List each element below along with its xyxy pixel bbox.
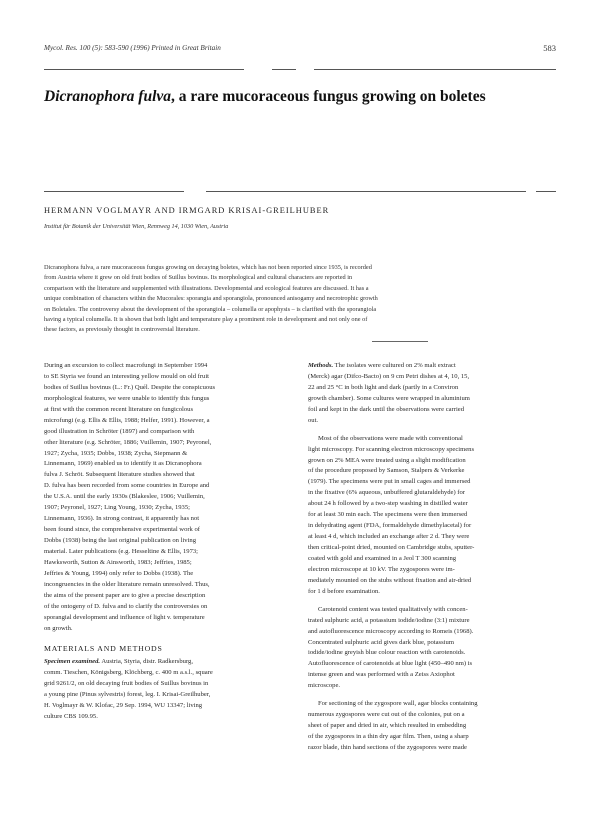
body-text-line: 1927; Zycha, 1935; Dobbs, 1938; Zycha, Siepmann &	[44, 449, 188, 457]
abstract-line: these factors, as previously thought in controversial literature.	[44, 326, 200, 334]
body-text-line: in the fixative (6% aqueous, unbuffered glutaraldehyde) for	[308, 489, 465, 497]
body-text-line: For sectioning of the zygospore wall, agar blocks containing	[318, 700, 478, 708]
authors: HERMANN VOGLMAYR AND IRMGARD KRISAI-GREILHUBER	[44, 206, 330, 215]
body-text-line: then critical-point dried, mounted on Cambridge stubs, sputter-	[308, 544, 475, 551]
body-text-line: microscope.	[308, 682, 341, 690]
body-text-line: and autofluorescence microscopy according to Romeis (1968).	[308, 627, 474, 635]
body-text-line: of the procedure proposed by Samson, Stalpers & Verkerke	[308, 467, 465, 475]
body-text-line: for at least 30 min each. The specimens were then immersed	[308, 511, 468, 519]
body-text-line: been found since, the comprehensive experimental work of	[44, 526, 200, 534]
body-text-line: microfungi (e.g. Ellis & Ellis, 1988; Helfer, 1991). However, a	[44, 416, 210, 424]
affiliation: Institut für Botanik der Universität Wien, Rennweg 14, 1030 Wien, Austria	[44, 223, 229, 230]
abstract-line: Dicranophora fulva, a rare mucoraceous fungus growing on decaying boletes, which has not been reported since 1935, is recorded	[44, 264, 372, 271]
paragraph-gap	[308, 598, 558, 605]
body-text-line: numerous zygospores were cut out of the colonies, put on a	[308, 711, 465, 719]
body-text-line: D. fulva has been recorded from some countries in Europe and	[44, 482, 210, 490]
body-text-line: H. Voglmayr & W. Klofac, 29 Sep. 1994, WU 13347; living	[44, 702, 203, 710]
body-text-line: 22 and 25 °C in both light and dark (partly in a Conviron	[308, 383, 459, 391]
body-text-line: to SE Styria we found an interesting yellow mould on old fruit	[44, 372, 210, 380]
body-text-line	[308, 361, 558, 372]
body-text-line: Linnemann, 1969) enabled us to identify it as Dicranophora	[44, 460, 202, 468]
body-text-line: at least 4 d, which included an exchange after 2 d. They were	[308, 533, 470, 541]
body-text-line: at first with the common recent literature on fungicolous	[44, 405, 194, 413]
abstract-line: from Austria where it grew on old fruit bodies of Suillus bovinus. Its morphological and cultural characters are reported in	[44, 274, 353, 282]
body-text-line: grid 9261/2, on old decaying fruit bodies of Suillus bovinus in	[44, 680, 209, 688]
body-text-line: Concentrated sulphuric acid gives dark blue, potassium	[308, 638, 454, 646]
abstract-line: comparison with the literature and supplemented with illustrations. Developmental and ecological features are discussed. It has a	[44, 284, 369, 292]
body-text-line: morphological features, we were unable to identify this fungus	[44, 394, 210, 402]
body-text-line: sporangial development and influence of light v. temperature	[44, 613, 205, 621]
header-rule	[314, 69, 556, 70]
abstract-line: unique combination of characters within the Mucorales: sporangia and sporangiola, pronounced anisogamy and necrotrophic growth	[44, 295, 378, 303]
abstract-line: having a typical columella. It is shown that both light and temperature play a prominent role in development and not only one of	[44, 315, 368, 323]
body-text-line: electron microscope at 10 kV. The zygospores were im-	[308, 565, 455, 573]
paragraph-gap	[308, 692, 558, 699]
body-text-line: (Merck) agar (Difco-Bacto) on 9 cm Petri dishes at 4, 10, 15,	[308, 372, 470, 380]
body-text-line: Dobbs (1938) being the last original publication on living	[44, 537, 197, 544]
abstract	[44, 263, 556, 336]
body-text-line: in dehydrating agent (FDA, formaldehyde dimethylacetal) for	[308, 522, 472, 530]
body-text-line: mediately mounted on the stubs without fixation and air-dried	[308, 576, 472, 584]
body-text-line: foil and kept in the dark until the observations were carried	[308, 405, 464, 413]
body-text-line: Carotenoid content was tested qualitatively with concen-	[318, 605, 468, 613]
body-text-line: (1979). The specimens were put in small cages and immersed	[308, 478, 471, 486]
body-text-line: intense green and was performed with a Zeiss Axiophot	[308, 671, 455, 679]
abstract-line: on Boletales. The controversy about the development of the sporangiola – columella or apophysis – is clarified with the sporangiola	[44, 305, 377, 313]
body-text-line: Jeffries & Young, 1994) only refer to Dobbs (1938). The	[44, 569, 194, 577]
body-text-line: a young pine (Pinus sylvestris) forest, leg. I. Krisai-Greilhuber,	[44, 691, 211, 699]
divider	[536, 191, 556, 192]
body-text-line: light microscopy. For scanning electron microscopy specimens	[308, 445, 475, 453]
body-text-line: Linnemann, 1936). In strong contrast, it apparently has not	[44, 515, 200, 523]
body-text-line: other literature (e.g. Schröter, 1886; Vuillemin, 1907; Peyronel,	[44, 438, 212, 446]
body-text-line: grown on 2% MEA were treated using a slight modification	[308, 456, 466, 464]
header-rule	[44, 69, 244, 70]
body-text-line: iodide/iodine greyish blue colour reaction with carotenoids.	[308, 649, 466, 657]
body-text-line: trated sulphuric acid, a potassium iodide/iodine (3:1) mixture	[308, 616, 470, 624]
body-text-line: good illustration in Schröter (1897) and comparison with	[44, 427, 195, 435]
body-text-line: Autofluorescence of carotenoids at blue light (450–490 nm) is	[308, 660, 473, 668]
runin-heading: Specimen examined.	[44, 658, 101, 666]
body-text-line: Hawksworth, Sutton & Ainsworth, 1983; Jeffries, 1985;	[44, 558, 192, 566]
body-text-line: comm. Tieschen, Königsberg, Klöchberg, c. 400 m a.s.l., square	[44, 669, 213, 677]
running-head	[44, 44, 556, 56]
left-column	[44, 361, 294, 723]
body-text-line: of the zygospores in a thin dry agar film. Then, using a sharp	[308, 733, 469, 740]
paragraph-gap	[308, 427, 558, 434]
body-text: Austria, Styria, distr. Radkersburg,	[100, 658, 193, 666]
divider	[372, 341, 428, 342]
body-text-line: about 24 h followed by a two-step washing in distilled water	[308, 500, 468, 508]
body-text-line: on growth.	[44, 624, 73, 632]
runin-heading: Methods.	[308, 362, 334, 369]
section-heading: MATERIALS AND METHODS	[44, 644, 163, 654]
article-title	[44, 87, 556, 107]
body-text-line: material. Later publications (e.g. Hesseltine & Ellis, 1973;	[44, 547, 198, 555]
body-text-line: bodies of Suillus bovinus (L.: Fr.) Quél. Despite the conspicuous	[44, 383, 216, 391]
body-text: The isolates were cultured on 2% malt extract	[333, 362, 456, 369]
body-text-line: fulva J. Schröt. Subsequent literature studies showed that	[44, 471, 195, 479]
body-text-line: coated with gold and examined in a Jeol T 300 scanning	[308, 554, 457, 562]
body-text-line: During an excursion to collect macrofungi in September 1994	[44, 362, 208, 369]
body-text-line: for 1 d before examination.	[308, 587, 380, 595]
body-text-line: 1907; Peyronel, 1927; Ling Young, 1930; Zycha, 1935;	[44, 504, 190, 512]
paragraph-gap	[44, 634, 294, 641]
header-rule	[272, 69, 296, 70]
right-column	[308, 361, 558, 754]
body-text-line: sheet of paper and dried in air, which resulted in embedding	[308, 722, 467, 730]
body-text-line: incongruencies in the older literature remain unresolved. Thus,	[44, 580, 210, 588]
body-text-line	[44, 657, 294, 668]
body-text-line: of the ontogeny of D. fulva and to clarify the controversies on	[44, 602, 208, 610]
body-text-line: the U.S.A. until the early 1930s (Blakeslee, 1906; Vuillemin,	[44, 493, 205, 501]
title-genus: Dicranophora fulva	[44, 88, 172, 105]
body-text-line: out.	[308, 416, 319, 424]
journal-citation: Mycol. Res. 100 (5): 583-590 (1996) Printed in Great Britain	[44, 44, 221, 52]
page-number: 583	[543, 43, 556, 53]
body-text-line: Most of the observations were made with conventional	[318, 434, 463, 442]
title-rest: , a rare mucoraceous fungus growing on boletes	[171, 88, 486, 105]
divider	[44, 191, 184, 192]
body-text-line: razor blade, thin hand sections of the zygospores were made	[308, 743, 467, 751]
body-text-line: the aims of the present paper are to give a precise description	[44, 591, 206, 599]
body-text-line: culture CBS 109.95.	[44, 713, 98, 721]
body-text-line: growth chamber). Some cultures were wrapped in aluminium	[308, 394, 470, 402]
divider	[206, 191, 526, 192]
